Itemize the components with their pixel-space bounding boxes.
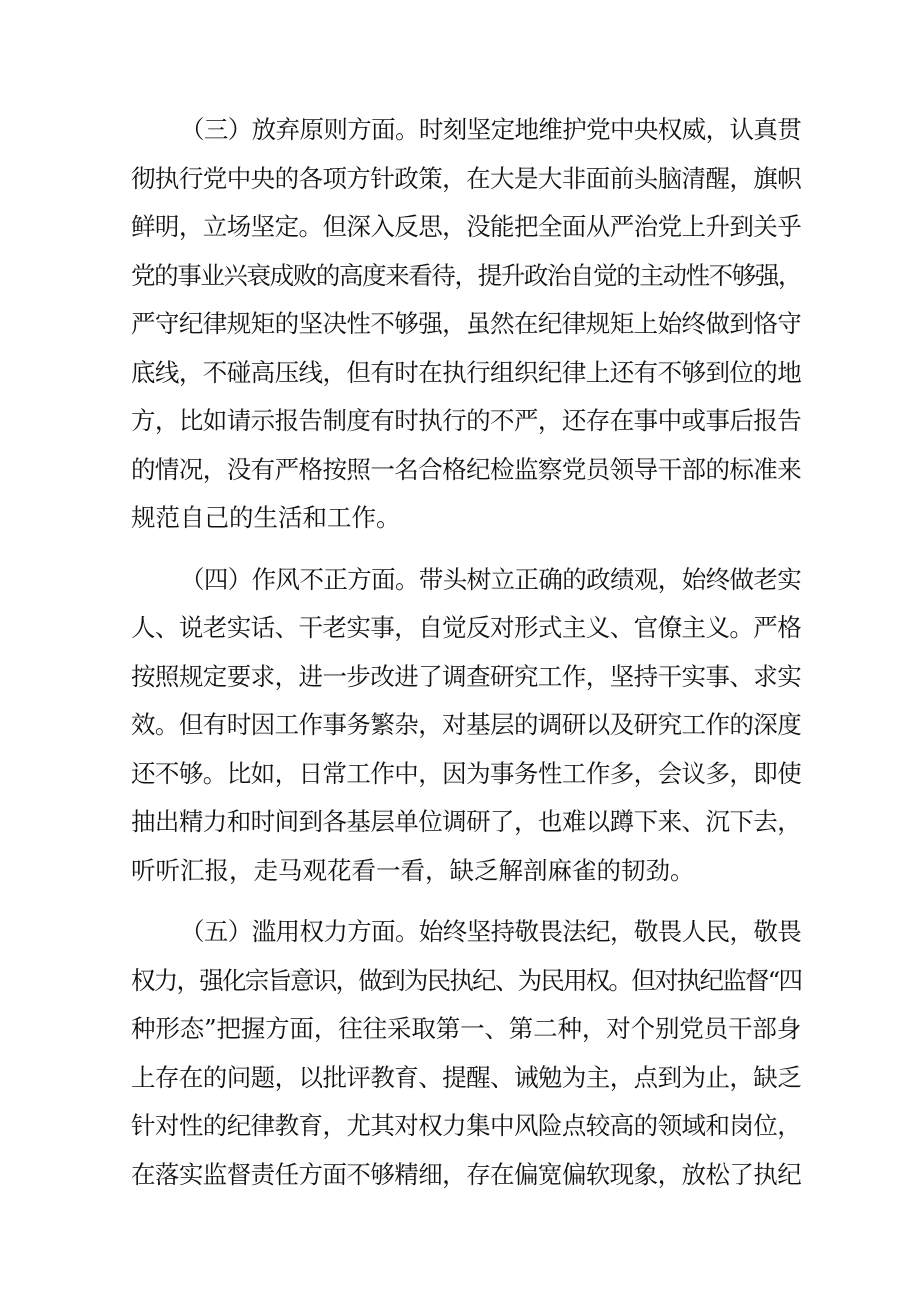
text-line: 在落实监督责任方面不够精细，存在偏宽偏软现象，放松了执纪 xyxy=(131,1159,801,1189)
paragraph-spacer xyxy=(131,543,801,556)
text-line: 人、说老实话、干老实事，自觉反对形式主义、官僚主义。严格 xyxy=(131,613,801,642)
paragraph-abuse-of-power xyxy=(131,908,801,1199)
text-line: 种形态”把握方面，往往采取第一、第二种，对个别党员干部身 xyxy=(131,1014,801,1043)
paragraph-principle xyxy=(131,106,801,543)
text-line: （四）作风不正方面。带头树立正确的政绩观，始终做老实 xyxy=(180,564,801,594)
text-line: 彻执行党中央的各项方针政策，在大是大非面前头脑清醒，旗帜 xyxy=(131,163,801,193)
text-line: 规范自己的生活和工作。 xyxy=(131,503,401,532)
text-line: 方，比如请示报告制度有时执行的不严，还存在事中或事后报告 xyxy=(131,406,801,435)
text-line: （五）滥用权力方面。始终坚持敬畏法纪，敬畏人民，敬畏 xyxy=(180,917,801,946)
text-line: 针对性的纪律教育，尤其对权力集中风险点较高的领域和岗位， xyxy=(131,1111,801,1140)
text-line: 还不够。比如，日常工作中，因为事务性工作多，会议多，即使 xyxy=(131,758,801,788)
text-line: 抽出精力和时间到各基层单位调研了，也难以蹲下来、沉下去， xyxy=(131,807,801,836)
text-line: 听听汇报，走马观花看一看，缺乏解剖麻雀的韧劲。 xyxy=(131,855,695,885)
text-line: 上存在的问题，以批评教育、提醒、诫勉为主，点到为止，缺乏 xyxy=(131,1062,801,1092)
text-line: 权力，强化宗旨意识，做到为民执纪、为民用权。但对执纪监督“四 xyxy=(131,965,801,995)
text-line: 党的事业兴衰成败的高度来看待，提升政治自觉的主动性不够强， xyxy=(131,260,801,290)
paragraph-spacer xyxy=(131,895,801,908)
text-line: 的情况，没有严格按照一名合格纪检监察党员领导干部的标准来 xyxy=(131,454,801,484)
document-body xyxy=(131,106,801,1199)
text-line: （三）放弃原则方面。时刻坚定地维护党中央权威，认真贯 xyxy=(180,115,801,144)
paragraph-work-style xyxy=(131,556,801,896)
text-line: 严守纪律规矩的坚决性不够强，虽然在纪律规矩上始终做到恪守 xyxy=(131,309,801,338)
text-line: 底线，不碰高压线，但有时在执行组织纪律上还有不够到位的地 xyxy=(131,357,801,387)
text-line: 按照规定要求，进一步改进了调查研究工作，坚持干实事、求实 xyxy=(131,661,801,691)
text-line: 效。但有时因工作事务繁杂，对基层的调研以及研究工作的深度 xyxy=(131,710,801,739)
text-line: 鲜明，立场坚定。但深入反思，没能把全面从严治党上升到关乎 xyxy=(131,212,801,241)
